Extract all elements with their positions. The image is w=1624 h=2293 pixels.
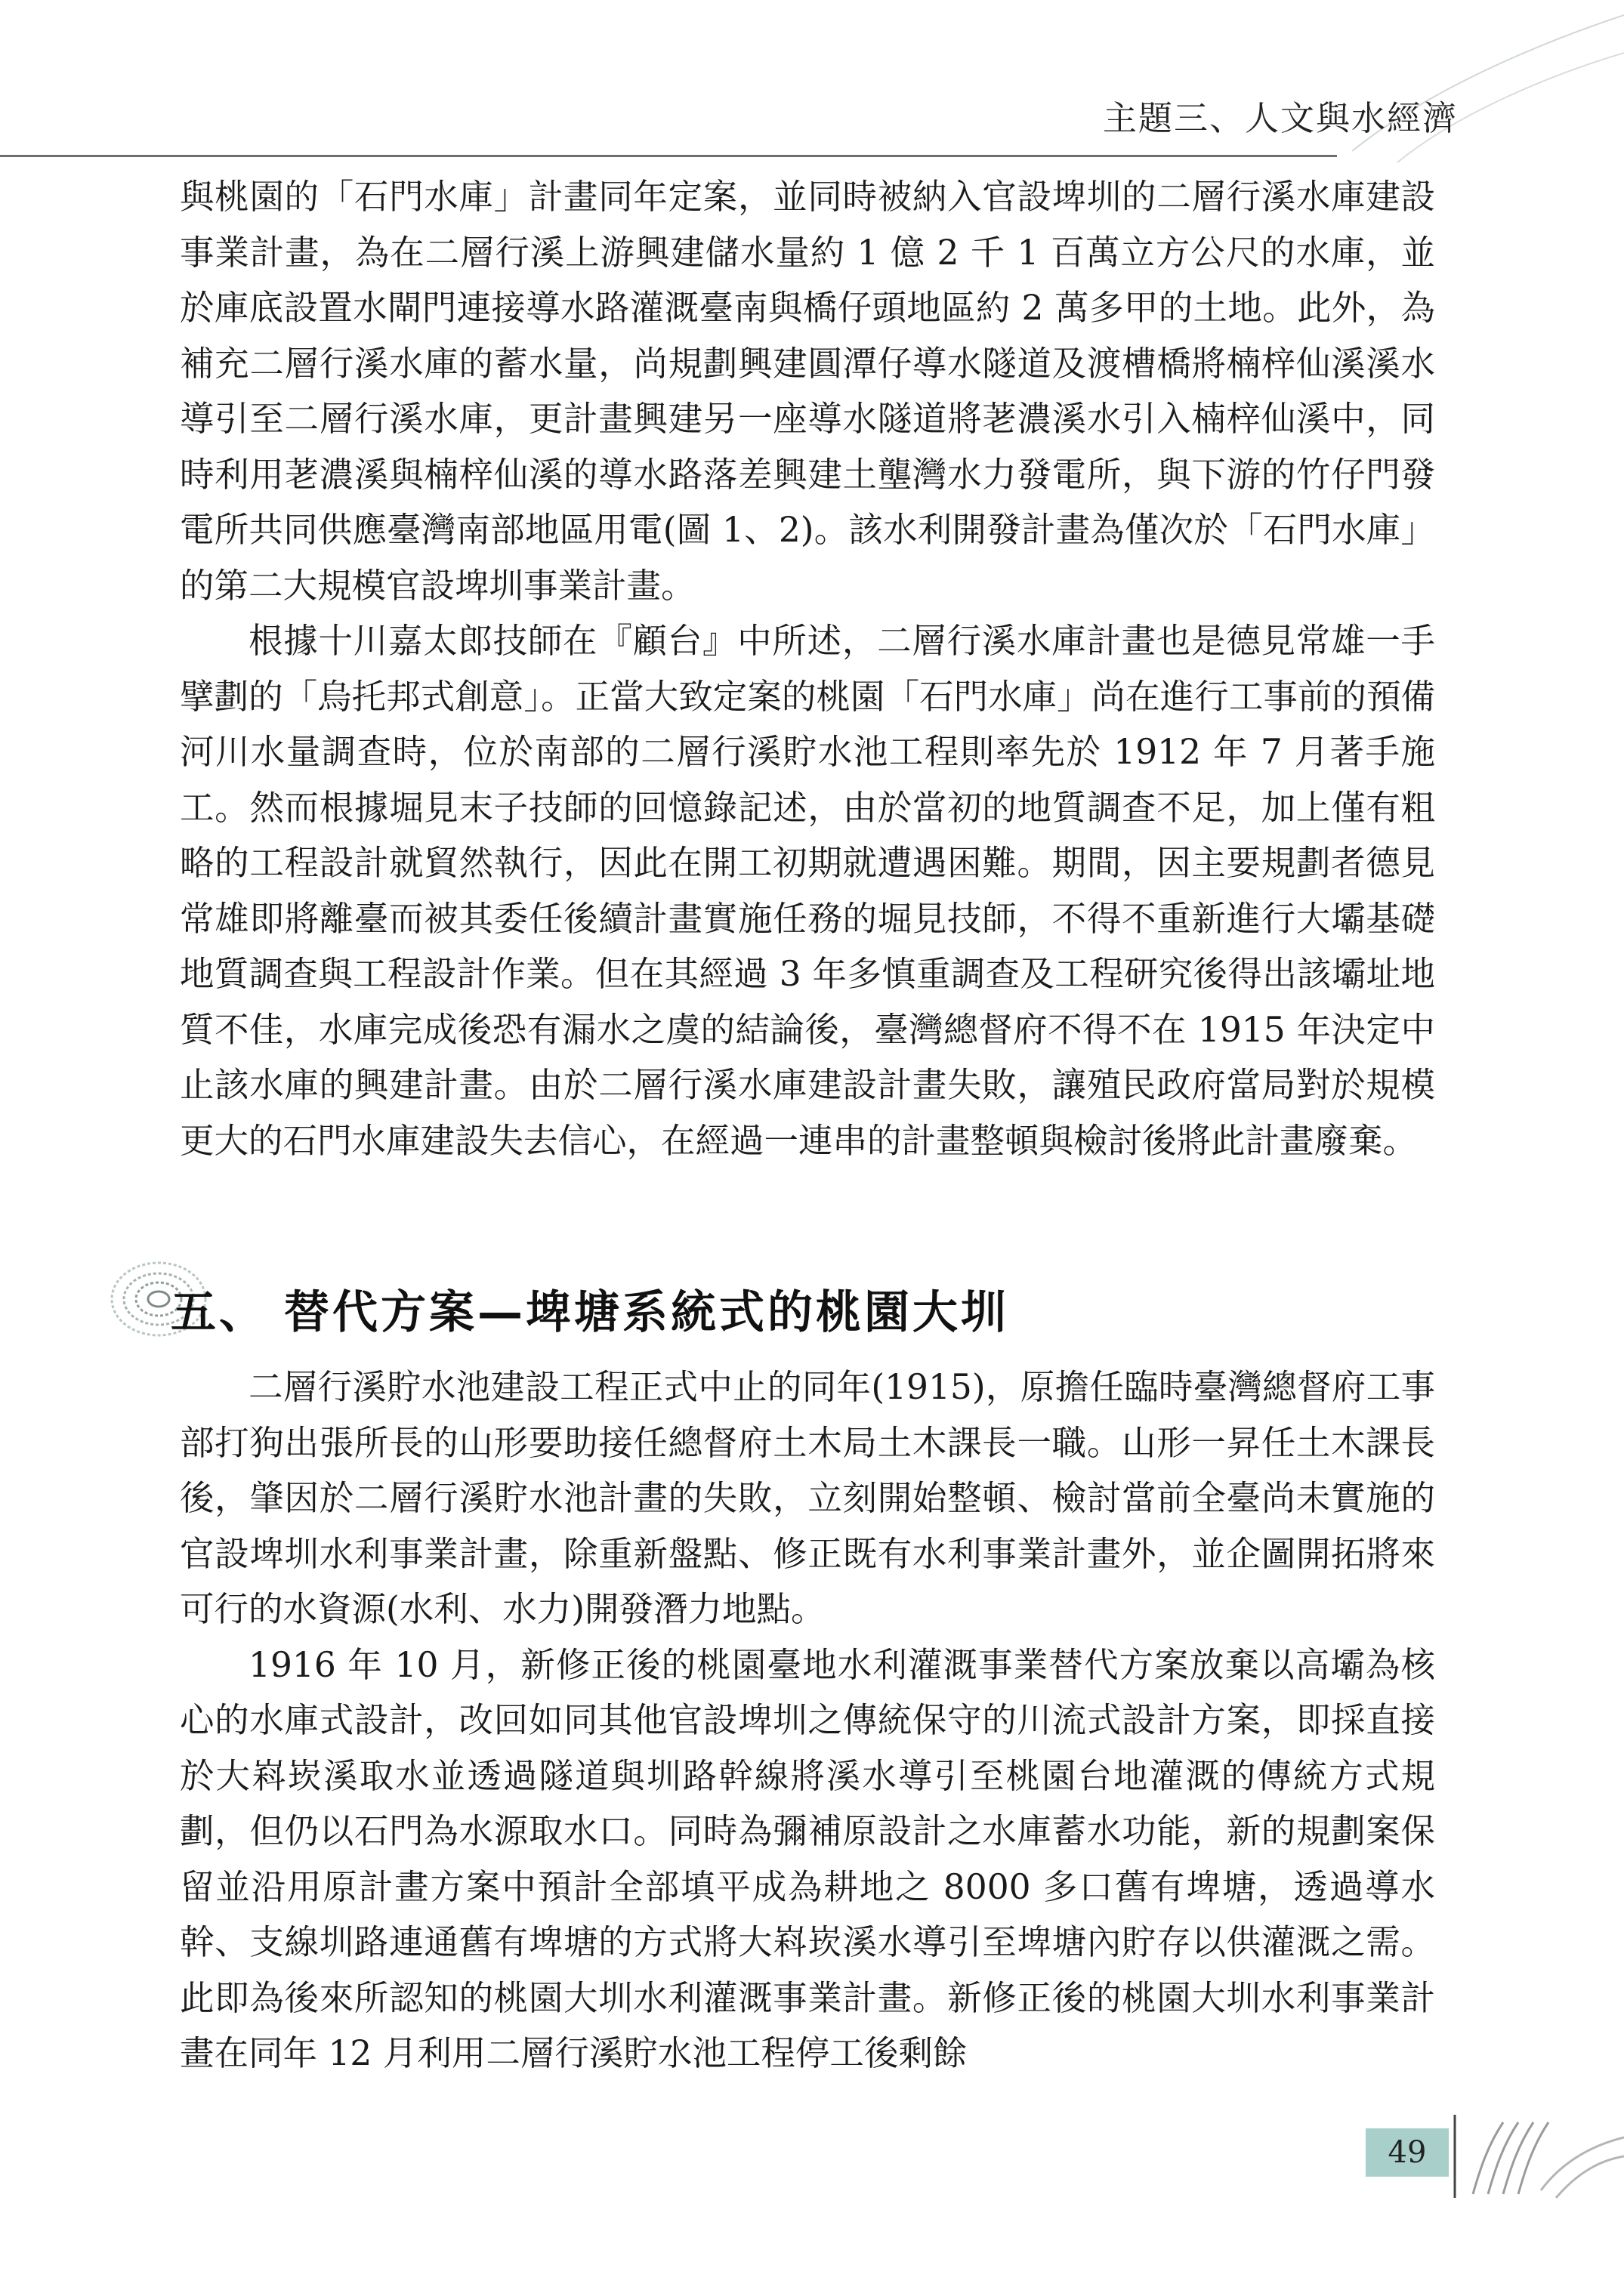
paragraph: 與桃園的「石門水庫」計畫同年定案，並同時被納入官設埤圳的二層行溪水庫建設事業計畫，為在二層行溪上游興建儲水量約 1 億 2 千 1 百萬立方公尺的水庫，並於庫底設置水閘門連接導水路灌溉臺南與橋仔頭地區約 2 萬多甲的土地。此外，為補充二層行溪水庫的蓄水量，尚規劃興建圓潭仔導水隧道及渡槽橋將楠梓仙溪溪水導引至二層行溪水庫，更計畫興建另一座導水隧道將荖濃溪水引入楠梓仙溪中，同時利用荖濃溪與楠梓仙溪的導水路落差興建土壟灣水力發電所，與下游的竹仔門發電所共同供應臺灣南部地區用電(圖 1、2)。該水利開發計畫為僅次於「石門水庫」的第二大規模官設埤圳事業計畫。	[180, 177, 1435, 606]
body-text-top	[180, 169, 1435, 1168]
footer-wave-decoration	[1450, 2107, 1624, 2205]
paragraph: 根據十川嘉太郎技師在『顧台』中所述，二層行溪水庫計畫也是德見常雄一手擘劃的「烏托邦式創意」。正當大致定案的桃園「石門水庫」尚在進行工事前的預備河川水量調查時，位於南部的二層行溪貯水池工程則率先於 1912 年 7 月著手施工。然而根據堀見末子技師的回憶錄記述，由於當初的地質調查不足，加上僅有粗略的工程設計就貿然執行，因此在開工初期就遭遇困難。期間，因主要規劃者德見常雄即將離臺而被其委任後續計畫實施任務的堀見技師，不得不重新進行大壩基礎地質調查與工程設計作業。但在其經過 3 年多慎重調查及工程研究後得出該壩址地質不佳，水庫完成後恐有漏水之虞的結論後，臺灣總督府不得不在 1915 年決定中止該水庫的興建計畫。由於二層行溪水庫建設計畫失敗，讓殖民政府當局對於規模更大的石門水庫建設失去信心，在經過一連串的計畫整頓與檢討後將此計畫廢棄。	[180, 621, 1435, 1161]
page-number: 49	[1388, 2135, 1427, 2170]
paragraph: 1916 年 10 月，新修正後的桃園臺地水利灌溉事業替代方案放棄以高壩為核心的水庫式設計，改回如同其他官設埤圳之傳統保守的川流式設計方案，即採直接於大嵙崁溪取水並透過隧道與圳路幹線將溪水導引至桃園台地灌溉的傳統方式規劃，但仍以石門為水源取水口。同時為彌補原設計之水庫蓄水功能，新的規劃案保留並沿用原計畫方案中預計全部填平成為耕地之 8000 多口舊有埤塘，透過導水幹、支線圳路連通舊有埤塘的方式將大嵙崁溪水導引至埤塘內貯存以供灌溉之需。此即為後來所認知的桃園大圳水利灌溉事業計畫。新修正後的桃園大圳水利事業計畫在同年 12 月利用二層行溪貯水池工程停工後剩餘	[180, 1644, 1435, 2073]
body-text-bottom	[180, 1359, 1435, 2082]
section-title: 替代方案—埤塘系統式的桃園大圳	[284, 1286, 1009, 1339]
header-rule	[0, 155, 1337, 157]
paragraph: 二層行溪貯水池建設工程正式中止的同年(1915)，原擔任臨時臺灣總督府工事部打狗出張所長的山形要助接任總督府土木局土木課長一職。山形一昇任土木課長後，肇因於二層行溪貯水池計畫的失敗，立刻開始整頓、檢討當前全臺尚未實施的官設埤圳水利事業計畫，除重新盤點、修正既有水利事業計畫外，並企圖開拓將來可行的水資源(水利、水力)開發潛力地點。	[180, 1367, 1435, 1629]
section-number: 五、	[171, 1286, 267, 1339]
page-header-title: 主題三、人文與水經濟	[1102, 98, 1458, 138]
section-heading	[171, 1276, 1009, 1341]
